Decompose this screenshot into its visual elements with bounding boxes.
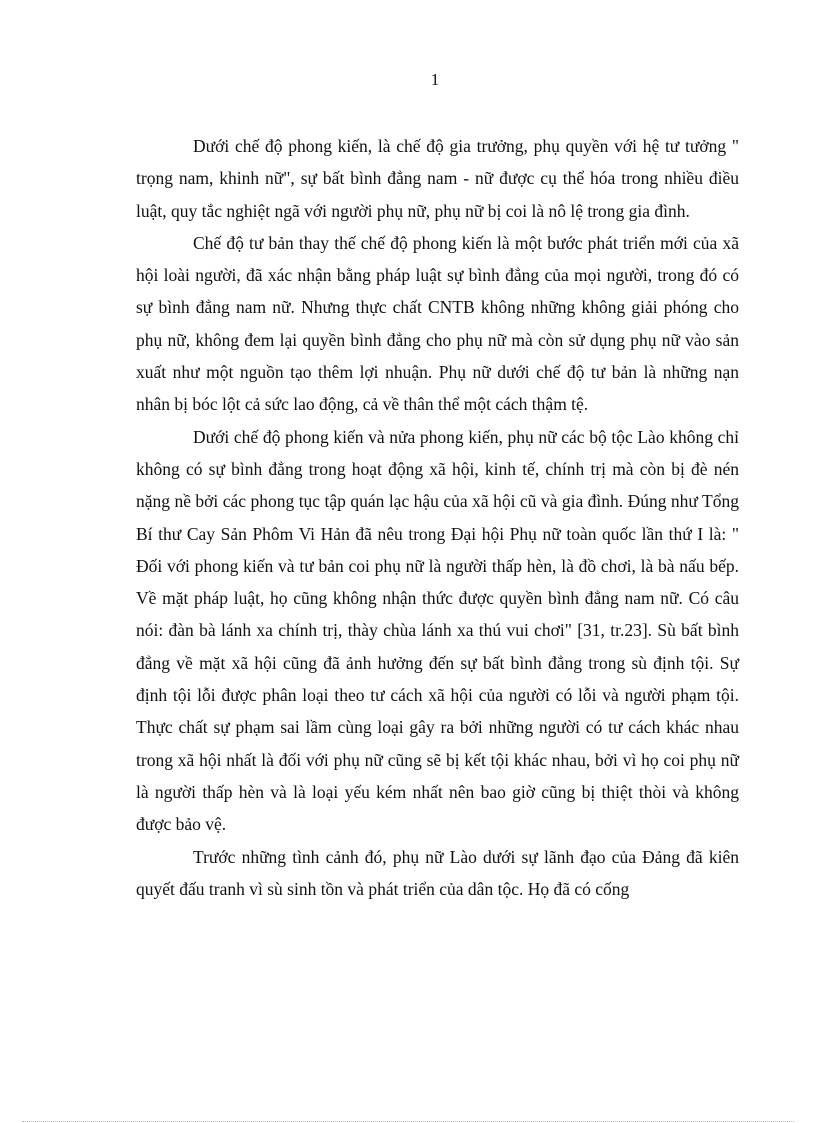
body-text (136, 130, 739, 905)
paragraph: Dưới chế độ phong kiến và nửa phong kiến, phụ nữ các bộ tộc Lào không chỉ không có sự bình đẳng trong hoạt động xã hội, kinh tế, chính trị mà còn bị đè nén nặng nề bởi các phong tục tập quán lạc hậu của xã hội cũ và gia đình. Đúng như Tổng Bí thư Cay Sản Phôm Vi Hản đã nêu trong Đại hội Phụ nữ toàn quốc lần thứ I là: " Đối với phong kiến và tư bản coi phụ nữ là người thấp hèn, là đồ chơi, là bà nấu bếp. Về mặt pháp luật, họ cũng không nhận thức được quyền bình đẳng nam nữ. Có câu nói: đàn bà lánh xa chính trị, thày chùa lánh xa thú vui chơi" [31, tr.23]. Sù bất bình đẳng về mặt xã hội cũng đã ảnh hưởng đến sự bất bình đẳng trong sù định tội. Sự định tội lỗi được phân loại theo tư cách xã hội của người có lỗi và người phạm tội. Thực chất sự phạm sai lầm cùng loại gây ra bởi những người có tư cách khác nhau trong xã hội nhất là đối với phụ nữ cũng sẽ bị kết tội khác nhau, bởi vì họ coi phụ nữ là người thấp hèn và là loại yếu kém nhất nên bao giờ cũng bị thiệt thòi và không được bảo vệ. (136, 426, 739, 835)
page-number: 1 (430, 70, 440, 89)
paragraph: Trước những tình cảnh đó, phụ nữ Lào dưới sự lãnh đạo của Đảng đã kiên quyết đấu tranh vì sù sinh tồn và phát triển của dân tộc. Họ đã có cống (136, 846, 739, 899)
paragraph: Chế độ tư bản thay thế chế độ phong kiến là một bước phát triển mới của xã hội loài người, đã xác nhận bằng pháp luật sự bình đẳng của mọi người, trong đó có sự bình đẳng nam nữ. Nhưng thực chất CNTB không những không giải phóng cho phụ nữ, không đem lại quyền bình đẳng cho phụ nữ mà còn sử dụng phụ nữ vào sản xuất như một nguồn tạo thêm lợi nhuận. Phụ nữ dưới chế độ tư bản là những nạn nhân bị bóc lột cả sức lao động, cả về thân thể một cách thậm tệ. (136, 232, 739, 415)
paragraph: Dưới chế độ phong kiến, là chế độ gia trưởng, phụ quyền với hệ tư tưởng " trọng nam, khinh nữ", sự bất bình đẳng nam - nữ được cụ thể hóa trong nhiều điều luật, quy tắc nghiệt ngã với người phụ nữ, phụ nữ bị coi là nô lệ trong gia đình. (136, 136, 739, 221)
page-bottom-divider (22, 1121, 794, 1122)
